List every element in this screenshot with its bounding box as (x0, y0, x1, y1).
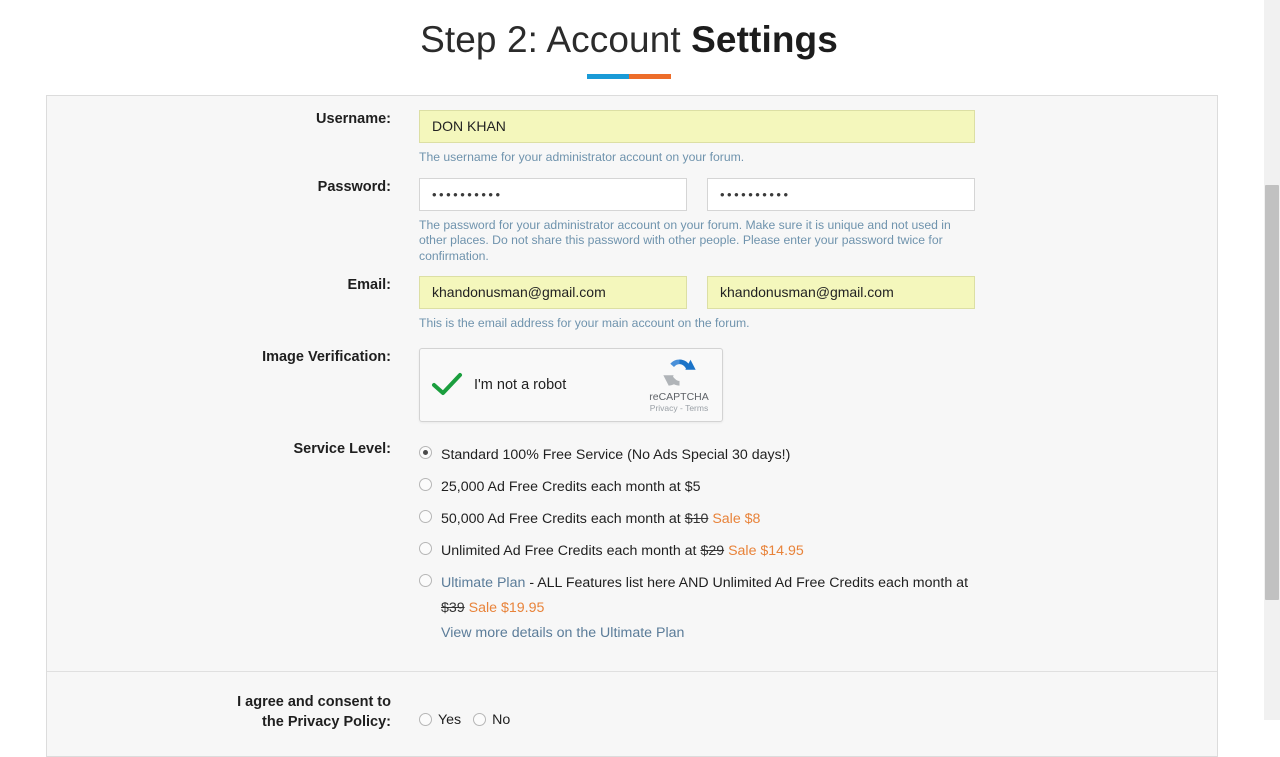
page-scrollbar-track[interactable] (1264, 0, 1280, 720)
service-level-option-ultimate[interactable] (419, 571, 1205, 646)
title-rule-orange-segment (629, 74, 671, 79)
option-text: Unlimited Ad Free Credits each month at (441, 542, 701, 559)
password-input[interactable]: •••••••••• (419, 178, 687, 211)
service-level-options (419, 440, 1205, 646)
page-header (0, 0, 1258, 79)
page-title-bold: Settings (691, 19, 838, 60)
panel-consent-section (47, 672, 1217, 756)
service-level-field-group (419, 440, 1217, 653)
username-input[interactable]: DON KHAN (419, 110, 975, 143)
email-input[interactable]: khandonusman@gmail.com (419, 276, 687, 309)
page-scrollbar-thumb[interactable] (1265, 185, 1279, 600)
radio-consent-yes[interactable] (419, 713, 432, 726)
old-price: $39 (441, 599, 465, 616)
radio-unlimited-credits[interactable] (419, 542, 432, 555)
title-rule-blue-segment (587, 74, 629, 79)
radio-25000-credits[interactable] (419, 478, 432, 491)
service-level-option-label (441, 571, 981, 646)
service-level-option-label: 25,000 Ad Free Credits each month at $5 (441, 478, 701, 495)
radio-consent-no[interactable] (473, 713, 486, 726)
username-label: Username: (316, 111, 391, 127)
privacy-consent-label (47, 692, 419, 732)
privacy-consent-field-group (419, 692, 1217, 728)
title-underline-rule (587, 74, 671, 79)
ultimate-plan-link[interactable]: Ultimate Plan (441, 574, 526, 591)
recaptcha-checkbox[interactable] (420, 372, 474, 398)
service-level-option-standard[interactable] (419, 443, 1205, 468)
username-field-group (419, 110, 1217, 166)
page-title-light: Step 2: Account (420, 19, 681, 60)
recaptcha-legal-links[interactable]: Privacy - Terms (649, 402, 709, 413)
email-input-pair (419, 276, 1205, 309)
email-help-text: This is the email address for your main account on the forum. (419, 316, 750, 330)
recaptcha-label: I'm not a robot (474, 376, 567, 393)
privacy-consent-row (47, 692, 1217, 732)
password-field-group (419, 178, 1217, 265)
service-level-option-label (441, 539, 804, 564)
sale-price: Sale $14.95 (728, 542, 804, 559)
password-confirm-input[interactable]: •••••••••• (707, 178, 975, 211)
recaptcha-brand-name: reCAPTCHA (649, 390, 709, 403)
email-confirm-input[interactable]: khandonusman@gmail.com (707, 276, 975, 309)
consent-yes-label: Yes (438, 711, 462, 728)
recaptcha-widget[interactable] (419, 348, 723, 422)
service-level-option-50000[interactable] (419, 507, 1205, 532)
recaptcha-logo-icon (663, 356, 696, 389)
privacy-consent-no[interactable] (473, 712, 510, 728)
email-label: Email: (347, 277, 391, 293)
option-text: - ALL Features list here AND Unlimited Ad Free Credits each month at (525, 574, 969, 591)
old-price: $29 (700, 542, 725, 559)
sale-price: Sale $8 (712, 510, 761, 527)
panel-main-section (47, 96, 1217, 671)
username-row (47, 110, 1217, 166)
radio-standard[interactable] (419, 446, 432, 459)
recaptcha-branding (642, 356, 722, 414)
consent-label-line2: the Privacy Policy: (262, 713, 391, 730)
service-level-option-unlimited[interactable] (419, 539, 1205, 564)
consent-label-line1: I agree and consent to (237, 693, 391, 710)
service-level-option-label (441, 507, 760, 532)
password-label: Password: (317, 178, 391, 195)
account-settings-panel (46, 95, 1218, 757)
ultimate-plan-details-link[interactable]: View more details on the Ultimate Plan (441, 624, 685, 641)
privacy-consent-yes[interactable] (419, 712, 461, 728)
image-verification-row (47, 348, 1217, 422)
consent-no-label: No (492, 711, 511, 728)
privacy-consent-options (419, 692, 1205, 728)
service-level-option-25000[interactable] (419, 475, 1205, 500)
old-price: $10 (684, 510, 709, 527)
service-level-row (47, 440, 1217, 653)
radio-ultimate-plan[interactable] (419, 574, 432, 587)
page-title (0, 18, 1258, 62)
service-level-label: Service Level: (293, 440, 391, 457)
image-verification-field-group (419, 348, 1217, 422)
password-row (47, 178, 1217, 265)
radio-50000-credits[interactable] (419, 510, 432, 523)
password-input-pair (419, 178, 1205, 211)
username-help-text: The username for your administrator account on your forum. (419, 150, 745, 164)
checkmark-icon (432, 372, 462, 398)
service-level-option-label: Standard 100% Free Service (No Ads Special 30 days!) (441, 446, 791, 463)
email-field-group (419, 276, 1217, 332)
option-text: 50,000 Ad Free Credits each month at (441, 510, 685, 527)
sale-price: Sale $19.95 (468, 599, 545, 616)
password-help-text: The password for your administrator account on your forum. Make sure it is unique and not used in other places. Do not share this password with other people. Please enter your password twice for confirmation. (419, 217, 951, 263)
image-verification-label: Image Verification: (262, 348, 391, 365)
email-row (47, 276, 1217, 332)
